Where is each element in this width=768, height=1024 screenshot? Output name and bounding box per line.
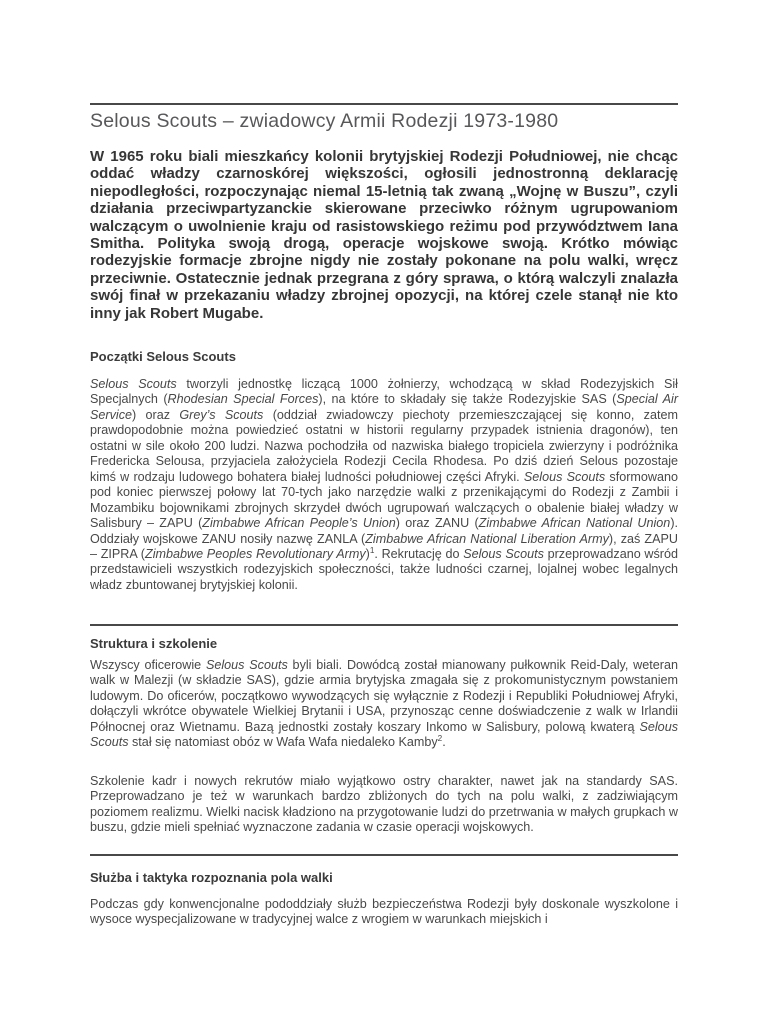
section-heading-poczatki: Początki Selous Scouts xyxy=(90,349,236,364)
paragraph-struktura-2: Szkolenie kadr i nowych rekrutów miało wyjątkowo ostry charakter, nawet jak na standardy SAS. Przeprowadzano je też w warunkach bardzo zbliżonych do tych na polu walki, z zadziwiającym poziomem realizmu. Wielki nacisk kładziono na przygotowanie ludzi do przetrwania w małych grupkach w buszu, gdzie mieli spełniać wyznaczone zadania w czasie operacji wojskowych. xyxy=(90,774,678,835)
paragraph-struktura-1: Wszyscy oficerowie Selous Scouts byli biali. Dowódcą został mianowany pułkownik Reid-Daly, weteran walk w Malezji (w składzie SAS), gdzie armia brytyjska zmagała się z prokomunistycznym powstaniem ludowym. Do oficerów, początkowo wywodzących się wyłącznie z Rodezji i Republiki Południowej Afryki, dołączyli wkrótce obywatele Wielkiej Brytanii i USA, przynosząc cenne doświadczenie z walk w Irlandii Północnej oraz Wietnamu. Bazą jednostki zostały koszary Inkomo w Salisbury, polową kwaterą Selous Scouts stał się natomiast obóz w Wafa Wafa niedaleko Kamby$^2$. xyxy=(90,658,678,750)
section-heading-sluzba: Służba i taktyka rozpoznania pola walki xyxy=(90,870,333,885)
document-content xyxy=(90,0,678,1024)
section-divider-rule xyxy=(90,854,678,856)
page-title: Selous Scouts – zwiadowcy Armii Rodezji 1973-1980 xyxy=(90,110,559,132)
section-heading-struktura: Struktura i szkolenie xyxy=(90,636,218,651)
paragraph-poczatki: Selous Scouts tworzyli jednostkę liczącą 1000 żołnierzy, wchodzącą w skład Rodezyjskich Sił Specjalnych (Rhodesian Special Forces), na które to składały się także Rodezyjskie SAS (Special Air Service) oraz Grey’s Scouts (oddział zwiadowczy piechoty przemieszczającej się konno, zatem prawdopodobnie można powiedzieć ostatni w historii regularny przypadek istnienia dragonów), ten ostatni w sile około 200 ludzi. Nazwa pochodziła od nazwiska białego tropiciela zwierzyny i podróżnika Fredericka Selousa, przyjaciela założyciela Rodezji Cecila Rhodesa. Po dziś dzień Selous pozostaje kimś w rodzaju ludowego bohatera białej ludności południowej części Afryki. Selous Scouts sformowano pod koniec pierwszej połowy lat 70-tych jako narzędzie walki z przenikającymi do Rodezji z Zambii i Mozambiku bojownikami zbrojnych skrzydeł dwóch ugrupowań walczących o obalenie białej władzy w Salisbury – ZAPU (Zimbabwe African People’s Union) oraz ZANU (Zimbabwe African National Union). Oddziały wojskowe ZANU nosiły nazwę ZANLA (Zimbabwe African National Liberation Army), zaś ZAPU – ZIPRA (Zimbabwe Peoples Revolutionary Army)$^1$. Rekrutację do Selous Scouts przeprowadzano wśród przedstawicieli wszystkich rodezyjskich społeczności, także ludności czarnej, lojalnej wobec legalnych władz zbuntowanej brytyjskiej kolonii. xyxy=(90,377,679,592)
section-divider-rule xyxy=(90,624,678,626)
intro-paragraph: W 1965 roku biali mieszkańcy kolonii brytyjskiej Rodezji Południowej, nie chcąc oddać władzy czarnoskórej większości, ogłosili jednostronną deklarację niepodległości, rozpoczynając niemal 15-letnią tak zwaną „Wojnę w Buszu”, czyli działania przeciwpartyzanckie skierowane przeciwko różnym ugrupowaniom walczącym o uwolnienie kraju od rasistowskiego reżimu pod przywództwem Iana Smitha. Polityka swoją drogą, operacje wojskowe swoją. Krótko mówiąc rodezyjskie formacje zbrojne nigdy nie zostały pokonane na polu walki, wręcz przeciwnie. Ostatecznie jednak przegrana z góry sprawa, o którą walczyli znalazła swój finał w przekazaniu władzy zbrojnej opozycji, na której czele stanął nie kto inny jak Robert Mugabe. xyxy=(90,148,678,322)
top-divider-rule xyxy=(90,103,678,105)
paragraph-sluzba: Podczas gdy konwencjonalne pododdziały służb bezpieczeństwa Rodezji były doskonale wyszkolone i wysoce wyspecjalizowane w tradycyjnej walce z wrogiem w warunkach miejskich i xyxy=(90,897,678,927)
